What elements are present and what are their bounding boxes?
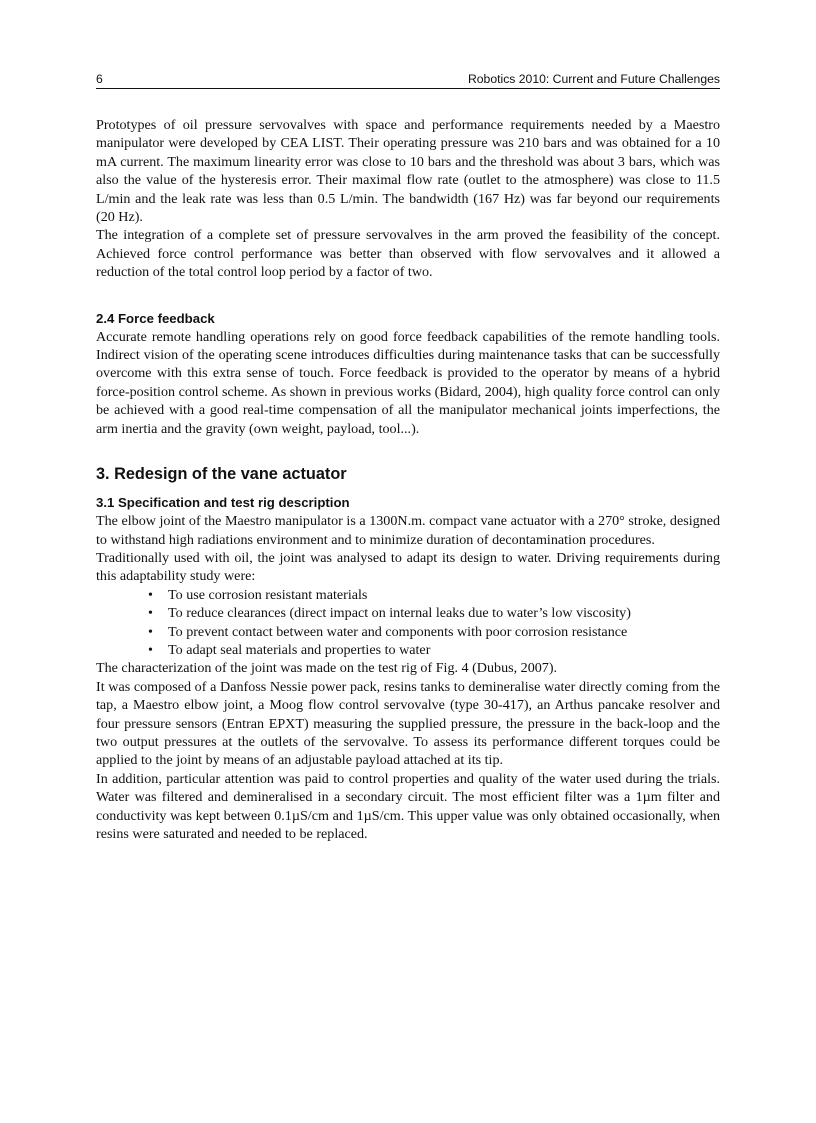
list-item: • To prevent contact between water and components with poor corrosion resistance: [168, 623, 720, 641]
list-item: • To use corrosion resistant materials: [168, 586, 720, 604]
list-item: • To adapt seal materials and properties to water: [168, 641, 720, 659]
list-item: • To reduce clearances (direct impact on internal leaks due to water’s low viscosity): [168, 604, 720, 622]
paragraph: Prototypes of oil pressure servovalves with space and performance requirements needed by a Maestro manipulator were developed by CEA LIST. Their operating pressure was 210 bars and was obtained for a 10 mA current. The maximum linearity error was close to 10 bars and the threshold was about 3 bars, which was also the value of the hysteresis error. Their maximal flow rate (outlet to the atmosphere) was close to 11.5 L/min and the leak rate was less than 0.5 L/min. The bandwidth (167 Hz) was far beyond our requirements (20 Hz).: [96, 117, 720, 226]
section-heading-3: 3. Redesign of the vane actuator: [96, 465, 347, 484]
paragraph: It was composed of a Danfoss Nessie power pack, resins tanks to demineralise water directly coming from the tap, a Maestro elbow joint, a Moog flow control servovalve (type 30-417), an Arthus pancake resolver and four pressure sensors (Entran EPXT) measuring the supplied pressure, the pressure in the back-loop and the two output pressures at the outlets of the servovalve. To assess its performance different torques could be applied to the joint by means of an adjustable payload attached at its tip.: [96, 678, 720, 769]
running-title: Robotics 2010: Current and Future Challenges: [467, 72, 720, 86]
paragraph: The elbow joint of the Maestro manipulator is a 1300N.m. compact vane actuator with a 270° stroke, designed to withstand high radiations environment and to minimize duration of decontamination procedures.: [96, 513, 720, 548]
paragraph: The integration of a complete set of pressure servovalves in the arm proved the feasibility of the concept. Achieved force control performance was better than observed with flow servovalves and it allowed a reduction of the total control loop period by a factor of two.: [96, 227, 720, 281]
page-body: [96, 116, 720, 843]
paragraph: Traditionally used with oil, the joint was analysed to adapt its design to water. Driving requirements during this adaptability study were:: [96, 549, 720, 585]
paragraph: The characterization of the joint was made on the test rig of Fig. 4 (Dubus, 2007).: [96, 660, 558, 677]
requirements-list: [96, 586, 720, 660]
paragraph: Accurate remote handling operations rely on good force feedback capabilities of the remote handling tools. Indirect vision of the operating scene introduces difficulties during maintenance tasks that can be successfully overcome with this extra sense of touch. Force feedback is provided to the operator by means of a hybrid force-position control scheme. As shown in previous works (Bidard, 2004), high quality force control can only be achieved with a good real-time compensation of all the manipulator mechanical joints imperfections, the arm inertia and the gravity (own weight, payload, tool...).: [96, 328, 720, 437]
section-heading-2-4: 2.4 Force feedback: [96, 310, 215, 326]
section-heading-3-1: 3.1 Specification and test rig description: [96, 495, 350, 511]
paragraph: In addition, particular attention was paid to control properties and quality of the water used during the trials. Water was filtered and demineralised in a secondary circuit. The most efficient filter was a 1µm filter and conductivity was kept between 0.1µS/cm and 1µS/cm. This upper value was only obtained occasionally, when resins were saturated and needed to be replaced.: [96, 770, 720, 842]
page-number: 6: [96, 72, 103, 86]
running-header: [96, 72, 720, 89]
